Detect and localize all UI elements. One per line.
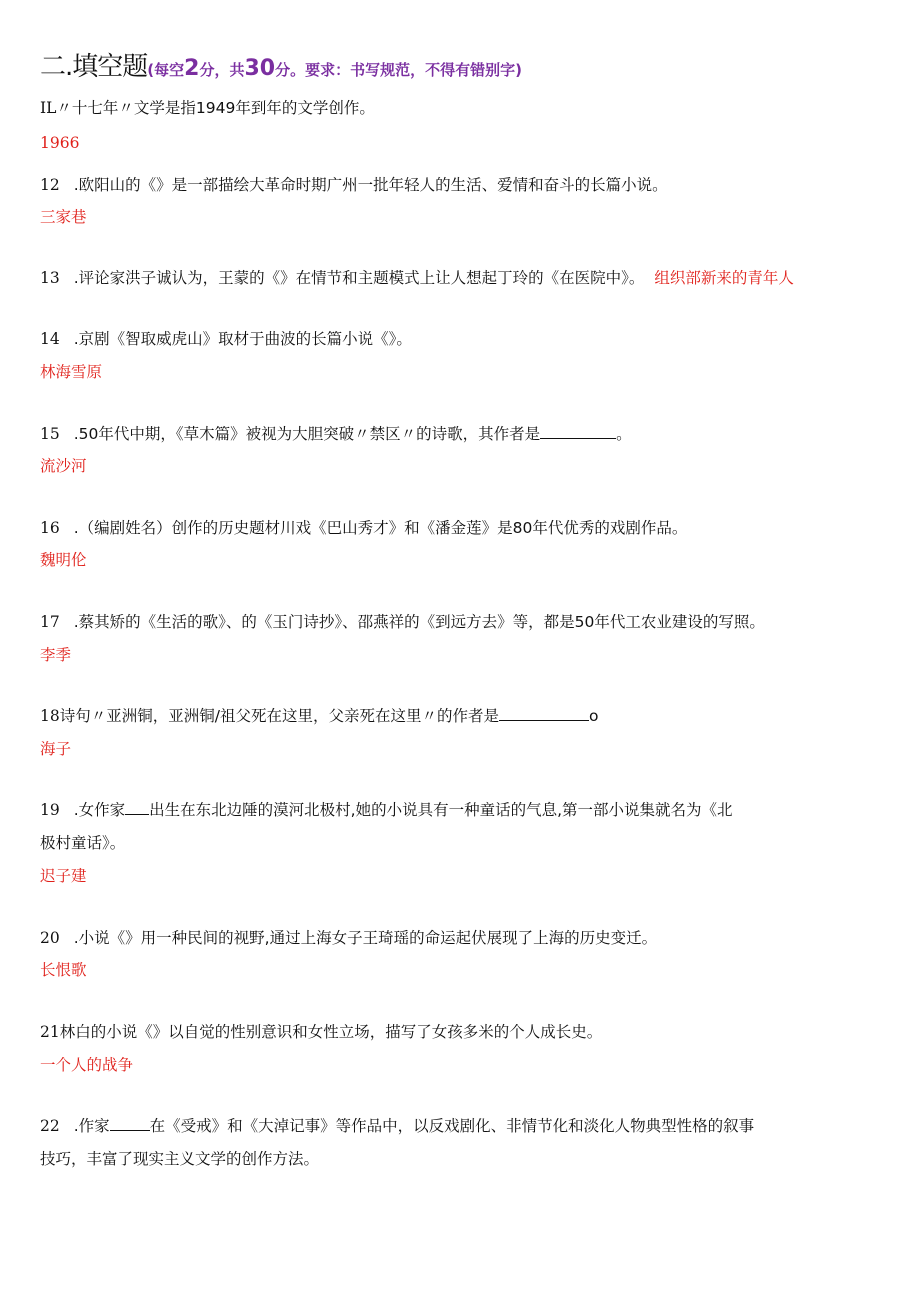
question-number: 16 [40, 519, 60, 537]
question-number: 19 [40, 801, 60, 819]
question-number: 18 [40, 707, 60, 725]
question-text: .（编剧姓名）创作的历史题材川戏《巴山秀才》和《潘金莲》是80年代优秀的戏剧作品。 [73, 519, 688, 537]
question-12 [40, 175, 668, 195]
answer-21: 一个人的战争 [40, 1056, 134, 1074]
question-20 [40, 928, 657, 948]
answer-14: 林海雪原 [40, 363, 103, 381]
question-text: .蔡其矫的《生活的歌》、的《玉门诗抄》、邵燕祥的《到远方去》等，都是50年代工农业建设的写照。 [73, 613, 765, 631]
question-17 [40, 612, 765, 632]
answer-20: 长恨歌 [40, 961, 87, 979]
question-text: .50年代中期，《草木篇》被视为大胆突破〃禁区〃的诗歌，其作者是 [73, 425, 541, 443]
answer-blank [110, 1116, 150, 1131]
question-text-cont: 在《受戒》和《大淖记事》等作品中，以反戏剧化、非情节化和淡化人物典型性格的叙事 [149, 1117, 755, 1135]
question-21 [40, 1022, 602, 1042]
answer-15: 流沙河 [40, 457, 87, 475]
answer-16: 魏明伦 [40, 551, 87, 569]
section-title-sub [147, 56, 522, 81]
question-number: IL [40, 99, 57, 117]
question-text: .评论家洪子诚认为，王蒙的《》在情节和主题模式上让人想起丁玲的《在医院中》。 [73, 269, 645, 287]
question-text-cont: 出生在东北边陲的漠河北极村,她的小说具有一种童话的气息,第一部小说集就名为《北 [149, 801, 733, 819]
score-per-blank: 2 [184, 56, 200, 81]
question-15 [40, 424, 632, 444]
score-note-post: 分。要求：书写规范，不得有错别字) [275, 61, 522, 79]
score-note-pre: (每空 [147, 61, 185, 79]
question-number: 15 [40, 425, 60, 443]
answer-12: 三家巷 [40, 208, 87, 226]
question-16 [40, 518, 687, 538]
section-title [40, 46, 522, 83]
question-number: 14 [40, 330, 60, 348]
answer-17: 李季 [40, 646, 72, 664]
section-title-main: 二.填空题 [40, 52, 148, 82]
answer-11: 1966 [40, 134, 80, 152]
question-number: 20 [40, 929, 60, 947]
question-13 [40, 268, 794, 288]
question-11 [40, 98, 375, 118]
question-text: .京剧《智取威虎山》取材于曲波的长篇小说《》。 [73, 330, 412, 348]
question-14 [40, 329, 412, 349]
question-text-end: 。 [616, 425, 632, 443]
question-text: .女作家 [73, 801, 126, 819]
question-text: 〃十七年〃文学是指1949年到年的文学创作。 [56, 99, 375, 117]
question-text: .作家 [73, 1117, 110, 1135]
question-number: 21 [40, 1023, 60, 1041]
question-22 [40, 1116, 754, 1136]
answer-blank [499, 706, 589, 721]
answer-13: 组织部新来的青年人 [654, 269, 794, 287]
answer-blank [540, 424, 616, 439]
question-text: .欧阳山的《》是一部描绘大革命时期广州一批年轻人的生活、爱情和奋斗的长篇小说。 [73, 176, 668, 194]
question-number: 22 [40, 1117, 60, 1135]
answer-blank [125, 800, 149, 815]
question-number: 12 [40, 176, 60, 194]
question-19-line2: 极村童话》。 [40, 834, 126, 852]
question-number: 17 [40, 613, 60, 631]
score-total: 30 [244, 56, 276, 81]
question-18 [40, 706, 598, 726]
question-text: 诗句〃亚洲铜，亚洲铜/祖父死在这里，父亲死在这里〃的作者是 [59, 707, 499, 725]
question-22-line2: 技巧，丰富了现实主义文学的创作方法。 [40, 1150, 320, 1168]
answer-18: 海子 [40, 740, 72, 758]
question-number: 13 [40, 269, 60, 287]
answer-19: 迟子建 [40, 867, 87, 885]
question-19 [40, 800, 733, 820]
question-text: 林白的小说《》以自觉的性别意识和女性立场，描写了女孩多米的个人成长史。 [59, 1023, 603, 1041]
question-text: .小说《》用一种民间的视野,通过上海女子王琦瑶的命运起伏展现了上海的历史变迁。 [73, 929, 658, 947]
score-note-mid: 分，共 [199, 61, 245, 79]
question-text-end: o [588, 707, 599, 725]
